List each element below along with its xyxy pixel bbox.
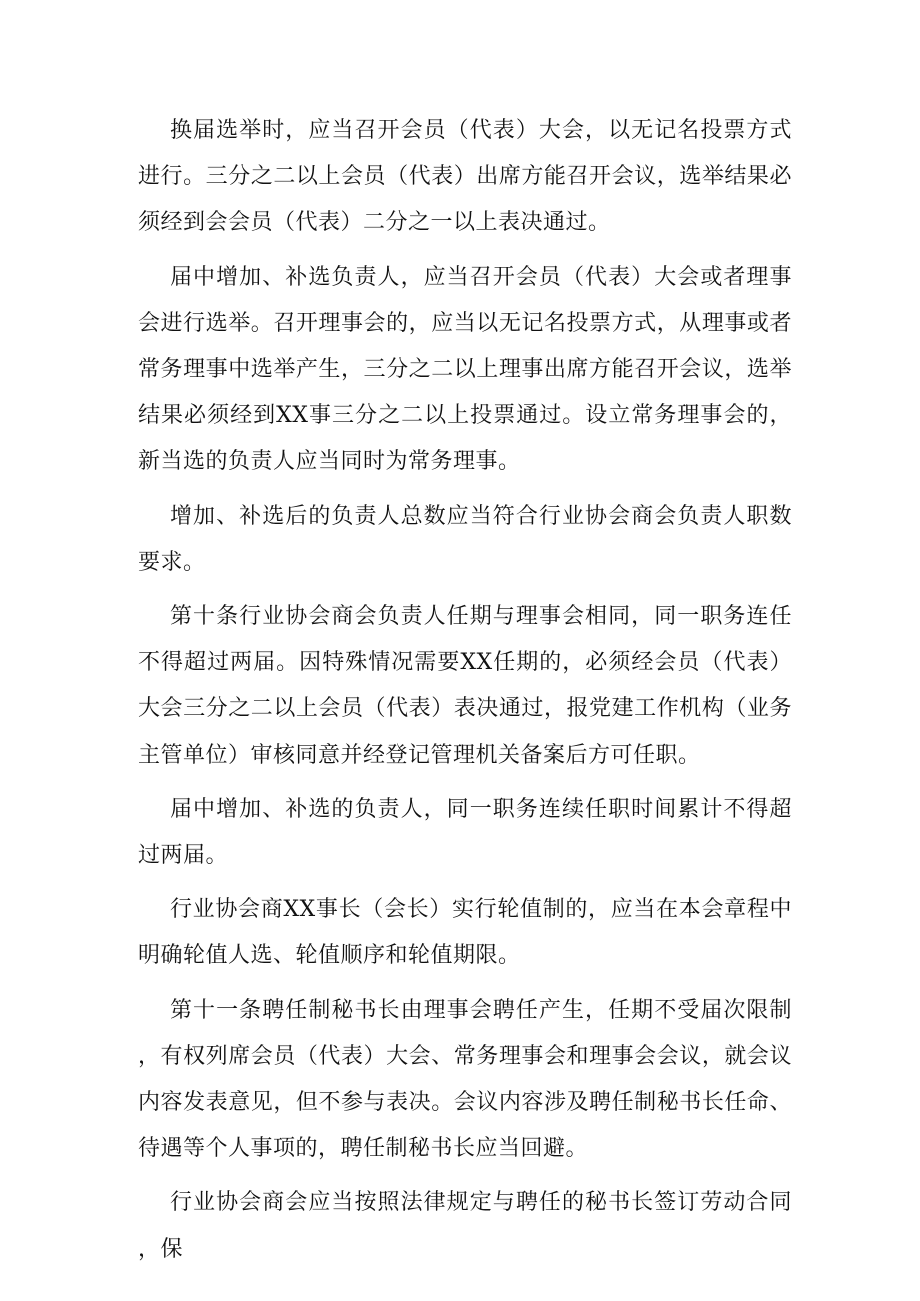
paragraph-article-10: 第十条行业协会商会负责人任期与理事会相同，同一职务连任不得超过两届。因特殊情况需要XX任期的，必须经会员（代表）大会三分之二以上会员（代表）表决通过，报党建工作机构（业务主管单位）审核同意并经登记管理机关备案后方可任职。 bbox=[138, 604, 792, 768]
paragraph-labor-contract: 行业协会商会应当按照法律规定与聘任的秘书长签订劳动合同，保 bbox=[138, 1190, 792, 1262]
document-page bbox=[138, 108, 792, 1281]
paragraph-term-limit: 届中增加、补选的负责人，同一职务连续任职时间累计不得超过两届。 bbox=[138, 796, 792, 869]
paragraph-rotation: 行业协会商XX事长（会长）实行轮值制的，应当在本会章程中明确轮值人选、轮值顺序和轮值期限。 bbox=[138, 897, 792, 969]
paragraph-midterm-by-election: 届中增加、补选负责人，应当召开会员（代表）大会或者理事会进行选举。召开理事会的，应当以无记名投票方式，从理事或者常务理事中选举产生，三分之二以上理事出席方能召开会议，选举结果必须经到XX事三分之二以上投票通过。设立常务理事会的，新当选的负责人应当同时为常务理事。 bbox=[138, 264, 792, 475]
paragraph-leader-count: 增加、补选后的负责人总数应当符合行业协会商会负责人职数要求。 bbox=[138, 503, 792, 575]
paragraph-article-11: 第十一条聘任制秘书长由理事会聘任产生，任期不受届次限制，有权列席会员（代表）大会、常务理事会和理事会会议，就会议内容发表意见，但不参与表决。会议内容涉及聘任制秘书长任命、待遇等个人事项的，聘任制秘书长应当回避。 bbox=[138, 997, 792, 1162]
paragraph-election-rules: 换届选举时，应当召开会员（代表）大会，以无记名投票方式进行。三分之二以上会员（代表）出席方能召开会议，选举结果必须经到会会员（代表）二分之一以上表决通过。 bbox=[138, 118, 792, 236]
